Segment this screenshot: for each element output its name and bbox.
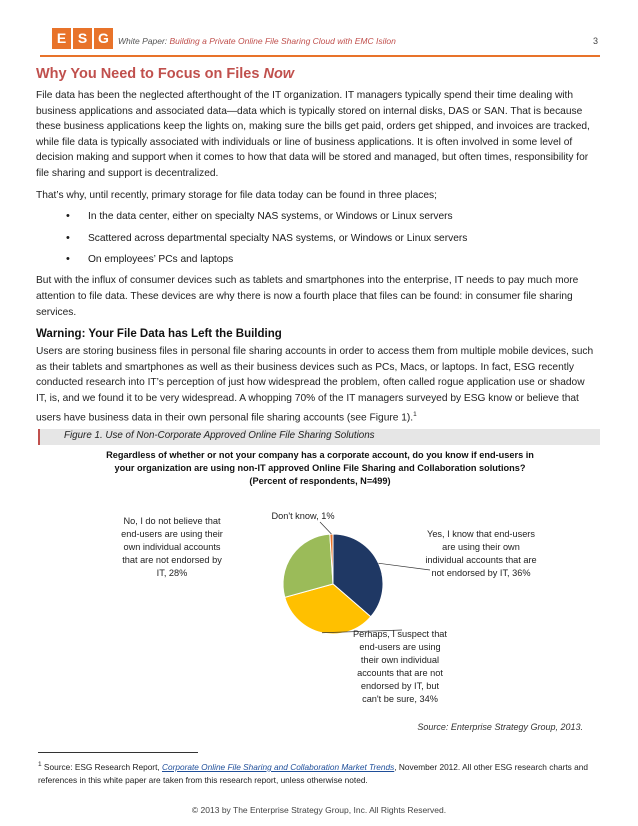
footnote-text-after: , November 2012. All other ESG research charts and references in this white paper are taken from this research report, unless otherwise noted. (38, 761, 588, 785)
paragraph-text: Users are storing business files in personal file sharing accounts in order to access them from multiple mobile devices, such as their tablets and smartphones as well as their business devices such as PCs, Macs, or laptops. In fact, ESG recently conducted research into IT’s perception of just how widespread the problem, often called rogue application use or shadow IT, is, and we found it to be very widespread. A whopping 70% of the IT managers surveyed by ESG know or believe that users have business data in their own personal file sharing accounts (see Figure 1). (36, 346, 594, 423)
footnote-reference[interactable]: 1 (413, 410, 417, 418)
paragraph: File data has been the neglected afterthought of the IT organization. IT managers typically spend their time dealing with business applications and associated data—data which is typically stored on internal disks, DAS or SAN. That is because these business applications keep the lights on, making sure the bills get paid, orders get shipped, and invoices are tracked, while file data is typically associated with individuals or line of business applications. It is often involved in some level of decision making and support when it comes to how that data will be stored and managed, but often times, responsibility for file sharing and support is decentralized. (36, 90, 590, 179)
figure-source: Source: Enterprise Strategy Group, 2013. (417, 722, 583, 732)
footnote-report-link[interactable]: Corporate Online File Sharing and Collaboration Market Trends (161, 761, 395, 772)
subsection-heading: Warning: Your File Data has Left the Building (36, 328, 282, 341)
footnote-divider (38, 752, 198, 753)
copyright-notice: © 2013 by The Enterprise Strategy Group, Inc. All Rights Reserved. (191, 805, 447, 815)
list-item: • In the data center, either on specialty NAS systems, or Windows or Linux servers (88, 209, 596, 224)
footnote (38, 758, 600, 787)
slice-label-perhaps: Perhaps, I suspect that end-users are using their own individual accounts that are not endorsed by IT, but can't be sure, 34% (353, 629, 447, 704)
paragraph: But with the influx of consumer devices such as tablets and smartphones into the enterprise, IT needs to pay much more attention to file data. These devices are why there is now a fourth place that files can be found: in consumer file sharing services. (36, 275, 579, 318)
leader-line-yes (378, 563, 430, 570)
header-title-prefix: White Paper: (118, 36, 170, 46)
footnote-number: 1 (38, 761, 42, 768)
section-heading-main: Why You Need to Focus on Files (36, 66, 264, 82)
logo-letter: S (73, 28, 92, 49)
section-heading-emphasis: Now (263, 66, 295, 82)
figure-caption: Figure 1. Use of Non-Corporate Approved Online File Sharing Solutions (64, 430, 375, 441)
footnote-text-before: Source: ESG Research Report, (41, 761, 162, 772)
logo-letter: G (94, 28, 113, 49)
leader-line-dont-know (320, 522, 331, 534)
slice-label-dont-know: Don't know, 1% (271, 511, 335, 521)
slice-label-no: No, I do not believe that end-users are using their own individual accounts that are not endorsed by IT, 28% (121, 516, 223, 578)
list-item: • Scattered across departmental specialty NAS systems, or Windows or Linux servers (88, 231, 596, 246)
slice-label-yes: Yes, I know that end-users are using their own individual accounts that are not endorsed by IT, 36% (425, 529, 537, 578)
logo-letter: E (52, 28, 71, 49)
list-item: • On employees’ PCs and laptops (88, 252, 596, 267)
header-title-emphasis: Building a Private Online File Sharing Cloud with EMC Isilon (169, 36, 396, 46)
paragraph: That’s why, until recently, primary storage for file data today can be found in three places; (36, 189, 437, 201)
chart-title: Regardless of whether or not your company has a corporate account, do you know if end-users in your organization are using non-IT approved Online File Sharing and Collaboration solutions? (Percent of respondents, N=499) (106, 450, 534, 486)
page-number: 3 (592, 36, 598, 46)
